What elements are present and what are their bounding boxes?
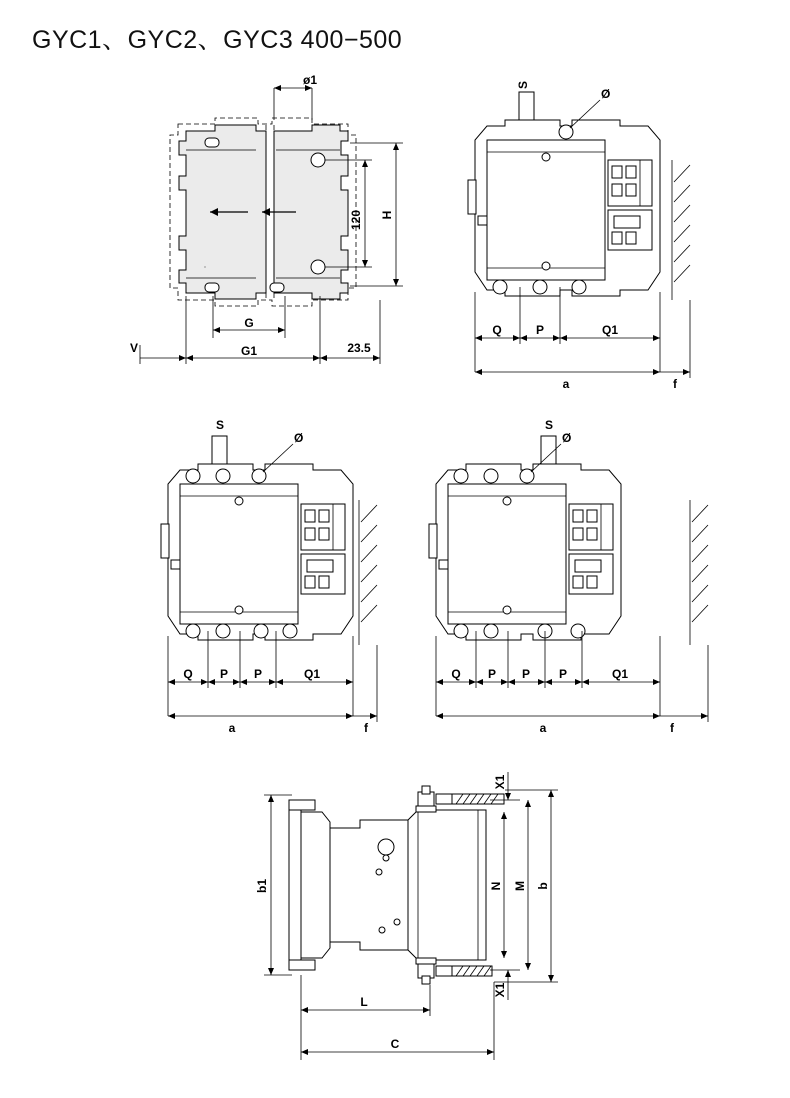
label-Q1: Q1 bbox=[303, 667, 321, 681]
screw-dot bbox=[503, 606, 511, 614]
contact-block-group bbox=[569, 504, 613, 594]
label-phi1: ø1 bbox=[303, 73, 318, 87]
label-X1-bottom: X1 bbox=[493, 982, 507, 998]
mounting-hole bbox=[311, 260, 325, 274]
label-b1: b1 bbox=[255, 878, 269, 894]
wall-hatch bbox=[359, 500, 377, 645]
side-latch bbox=[161, 524, 169, 558]
label-phi: Ø bbox=[601, 87, 611, 101]
label-L: L bbox=[360, 995, 368, 1009]
label-N: N bbox=[489, 881, 503, 891]
side-latch bbox=[468, 180, 476, 214]
label-S: S bbox=[516, 80, 530, 90]
foot-hole bbox=[283, 624, 297, 638]
foot-hole bbox=[254, 624, 268, 638]
side-button bbox=[478, 216, 487, 225]
mounting-slot bbox=[270, 283, 284, 292]
label-f: f bbox=[670, 721, 674, 735]
wall-hatch bbox=[690, 500, 708, 645]
label-a: a bbox=[539, 721, 547, 735]
mounting-hole bbox=[186, 469, 200, 483]
label-P-1: P bbox=[487, 667, 497, 681]
label-b: b bbox=[536, 882, 550, 890]
mounting-hole bbox=[311, 153, 325, 167]
screw-dot bbox=[394, 919, 400, 925]
page-title: GYC1、GYC2、GYC3 400−500 bbox=[32, 26, 403, 54]
label-H: H bbox=[380, 210, 394, 220]
main-block bbox=[408, 810, 486, 960]
label-23-5: V bbox=[129, 341, 138, 355]
label-a: a bbox=[562, 377, 570, 391]
mounting-slot bbox=[205, 138, 219, 147]
contact-block-group bbox=[608, 160, 652, 250]
screw-dot bbox=[542, 262, 550, 270]
label-G: G bbox=[244, 316, 254, 330]
foot-hole bbox=[216, 624, 230, 638]
side-button bbox=[439, 560, 448, 569]
screw-dot bbox=[376, 869, 382, 875]
label-f: f bbox=[673, 377, 677, 391]
fig-profile-view-depth bbox=[255, 772, 558, 1060]
contact-block-group bbox=[301, 504, 345, 594]
label-X1-top: X1 bbox=[493, 774, 507, 790]
mounting-plate bbox=[289, 800, 301, 970]
label-P-3: P bbox=[558, 667, 568, 681]
label-120: 120 bbox=[349, 209, 363, 231]
label-a: a bbox=[228, 721, 236, 735]
screw-dot bbox=[503, 497, 511, 505]
dim-a-f bbox=[475, 300, 690, 378]
label-M: M bbox=[513, 881, 527, 891]
label-Q: Q bbox=[451, 667, 461, 681]
label-Q1: Q1 bbox=[601, 323, 619, 337]
label-Q1: Q1 bbox=[611, 667, 629, 681]
label-C: C bbox=[390, 1037, 400, 1051]
screw-dot bbox=[235, 497, 243, 505]
label-Q: Q bbox=[183, 667, 193, 681]
pivot-hole bbox=[378, 839, 394, 855]
wall-hatch bbox=[672, 160, 690, 300]
screw-dot bbox=[383, 855, 389, 861]
mounting-hole bbox=[454, 469, 468, 483]
fig-side-view-four-pole bbox=[429, 418, 708, 735]
label-V: 23.5 bbox=[347, 341, 371, 355]
foot-hole bbox=[572, 280, 586, 294]
dim-23-5 bbox=[140, 345, 186, 364]
mounting-hole bbox=[216, 469, 230, 483]
terminal-top bbox=[416, 786, 452, 812]
label-Q: Q bbox=[492, 323, 502, 337]
mid-housing bbox=[330, 820, 408, 950]
side-latch bbox=[429, 524, 437, 558]
fig-side-view-two-pole bbox=[468, 81, 690, 391]
side-button bbox=[171, 560, 180, 569]
label-f: f bbox=[364, 721, 368, 735]
foot-hole bbox=[493, 280, 507, 294]
hatch-bottom-conductor bbox=[452, 966, 492, 976]
dim-row-qpq1 bbox=[475, 287, 660, 372]
label-P-2: P bbox=[253, 667, 263, 681]
dim-phi1 bbox=[274, 85, 312, 120]
label-S: S bbox=[215, 418, 225, 432]
foot-hole bbox=[454, 624, 468, 638]
bracket bbox=[301, 812, 330, 958]
label-phi: Ø bbox=[294, 431, 304, 445]
label-P-1: P bbox=[219, 667, 229, 681]
hatch-top-conductor bbox=[452, 794, 504, 804]
plate-top-tab bbox=[289, 800, 315, 810]
mounting-slot bbox=[205, 283, 219, 292]
foot-hole bbox=[533, 280, 547, 294]
dim-a-f bbox=[436, 645, 708, 722]
screw-dot bbox=[542, 153, 550, 161]
terminal-bottom bbox=[416, 958, 452, 984]
screw-dot bbox=[235, 606, 243, 614]
label-P-2: P bbox=[521, 667, 531, 681]
label-S: S bbox=[544, 418, 554, 432]
foot-hole bbox=[571, 624, 585, 638]
plate-bottom-tab bbox=[289, 960, 315, 970]
fig-side-view-three-pole bbox=[161, 418, 377, 735]
foot-hole bbox=[484, 624, 498, 638]
foot-hole bbox=[186, 624, 200, 638]
fig-front-view-mounting-plan bbox=[130, 73, 403, 364]
label-phi: Ø bbox=[562, 431, 572, 445]
label-G1: G1 bbox=[240, 344, 258, 358]
screw-dot bbox=[379, 927, 385, 933]
mounting-hole bbox=[484, 469, 498, 483]
label-P: P bbox=[535, 323, 545, 337]
